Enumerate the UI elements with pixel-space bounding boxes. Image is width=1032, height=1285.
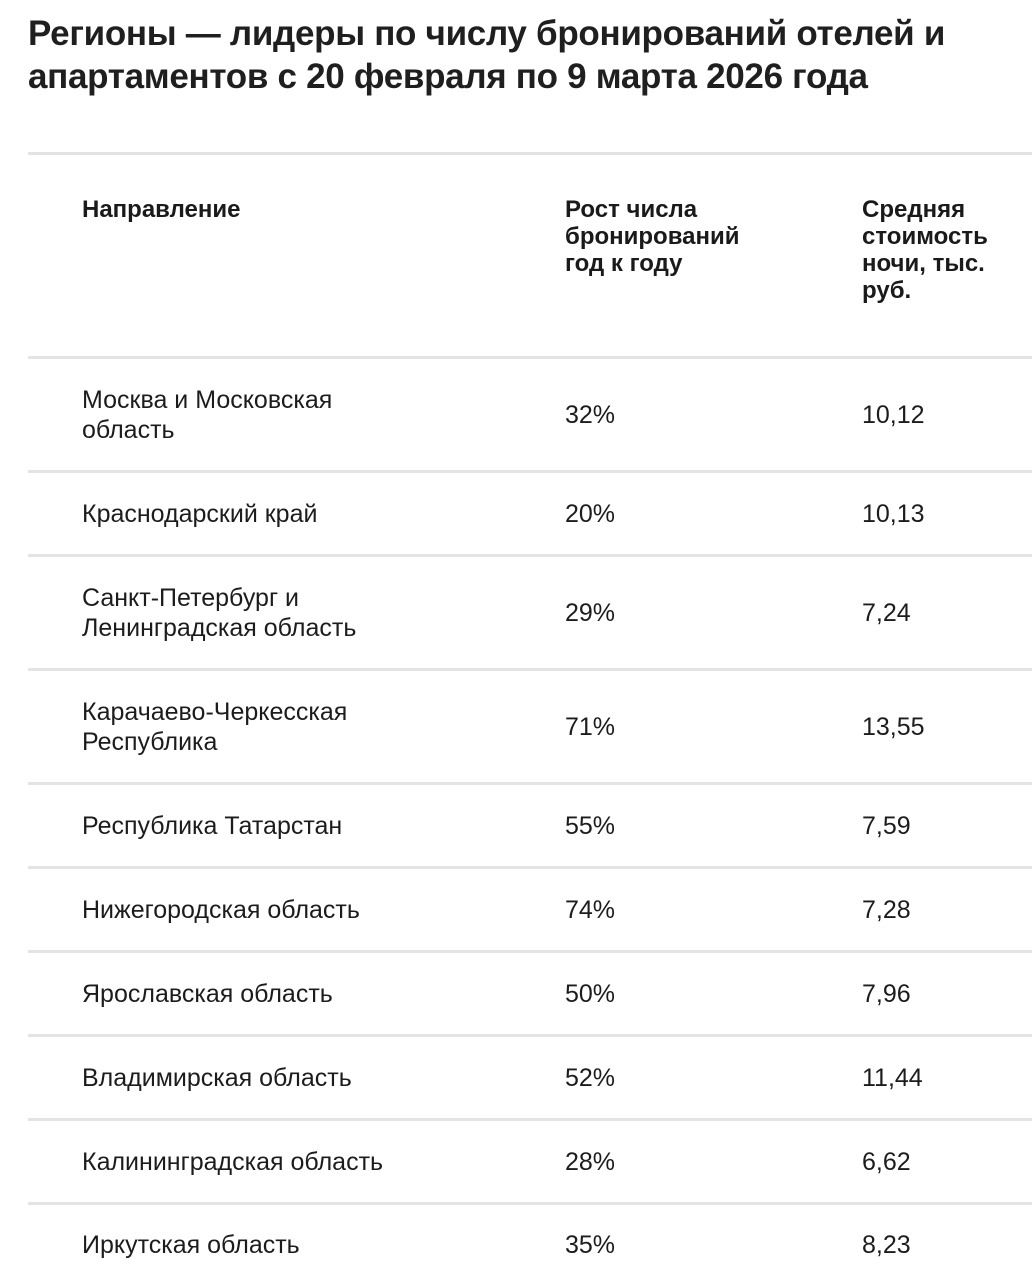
- price-cell: 6,62: [862, 1147, 911, 1176]
- growth-cell: 28%: [565, 1147, 616, 1176]
- region-cell: Ярославская область: [82, 979, 333, 1008]
- growth-cell: 74%: [565, 895, 616, 924]
- column-header-growth: Рост числа бронирований год к году: [565, 196, 740, 277]
- table-row: [28, 1037, 1032, 1121]
- regions-table: [28, 152, 1032, 1285]
- column-header-direction: Направление: [82, 196, 241, 223]
- price-cell: 7,96: [862, 979, 911, 1008]
- table-row: [28, 671, 1032, 785]
- growth-cell: 29%: [565, 598, 616, 627]
- growth-cell: 50%: [565, 979, 616, 1008]
- table-row: [28, 1205, 1032, 1285]
- table-row: [28, 869, 1032, 953]
- table-row: [28, 473, 1032, 557]
- region-cell: Санкт-Петербург и Ленинградская область: [82, 583, 357, 642]
- table-header-row: [28, 155, 1032, 359]
- table-row: [28, 953, 1032, 1037]
- price-cell: 8,23: [862, 1231, 911, 1259]
- region-cell: Краснодарский край: [82, 499, 318, 528]
- growth-cell: 20%: [565, 499, 616, 528]
- growth-cell: 52%: [565, 1063, 616, 1092]
- price-cell: 10,12: [862, 400, 925, 429]
- price-cell: 7,59: [862, 811, 911, 840]
- price-cell: 11,44: [862, 1063, 923, 1092]
- table-row: [28, 359, 1032, 473]
- price-cell: 13,55: [862, 712, 925, 741]
- table-row: [28, 785, 1032, 869]
- growth-cell: 32%: [565, 400, 616, 429]
- region-cell: Калининградская область: [82, 1147, 384, 1176]
- table-row: [28, 1121, 1032, 1205]
- region-cell: Республика Татарстан: [82, 811, 343, 840]
- region-cell: Москва и Московская область: [82, 385, 333, 444]
- growth-cell: 55%: [565, 811, 616, 840]
- region-cell: Владимирская область: [82, 1063, 352, 1092]
- growth-cell: 35%: [565, 1231, 616, 1259]
- column-header-price: Средняя стоимость ночи, тыс. руб.: [862, 196, 988, 304]
- region-cell: Нижегородская область: [82, 895, 360, 924]
- table-row: [28, 557, 1032, 671]
- price-cell: 7,28: [862, 895, 911, 924]
- region-cell: Иркутская область: [82, 1231, 300, 1259]
- price-cell: 7,24: [862, 598, 911, 627]
- region-cell: Карачаево-Черкесская Республика: [82, 697, 348, 756]
- page-title: Регионы — лидеры по числу бронирований отелей и апартаментов с 20 февраля по 9 марта 2026 года: [28, 14, 946, 96]
- price-cell: 10,13: [862, 499, 925, 528]
- growth-cell: 71%: [565, 712, 616, 741]
